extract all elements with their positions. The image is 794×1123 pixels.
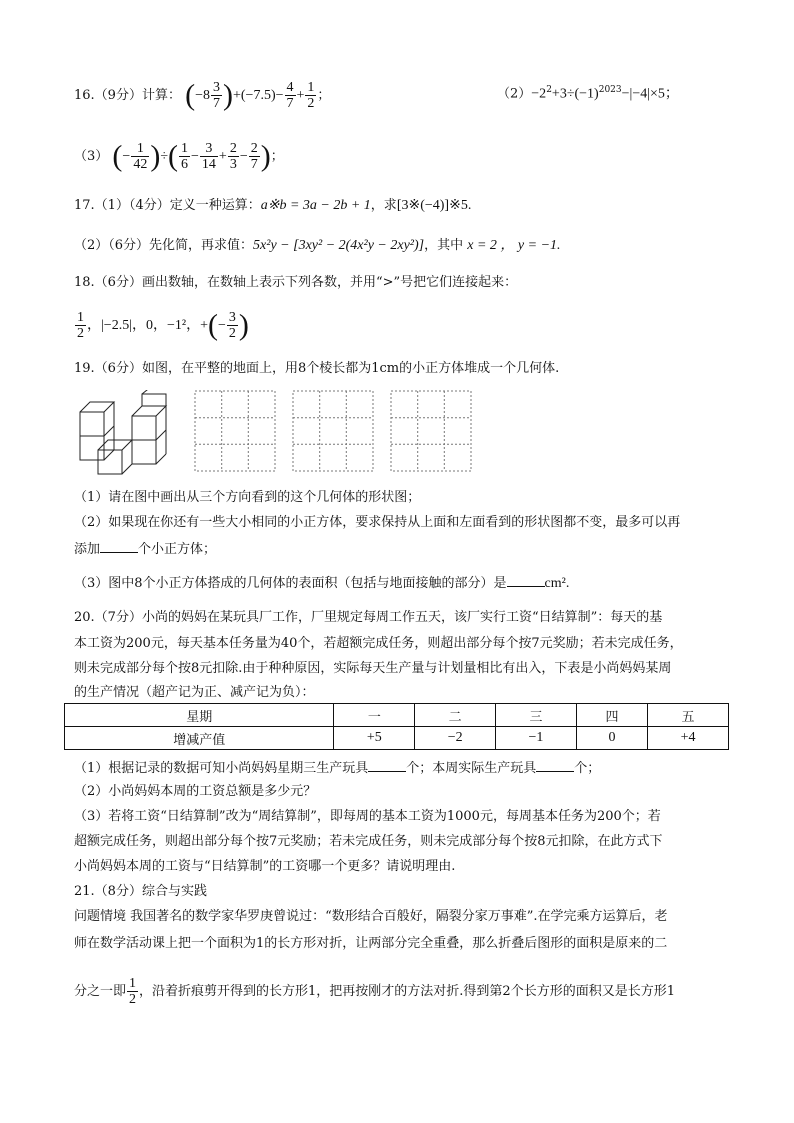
answer-blank[interactable]	[507, 572, 545, 587]
q17-line1: 17.（1）（4分）定义一种运算：a※b = 3a − 2b + 1，求[3※(−4)]※5.	[74, 198, 472, 213]
fraction: $\frac{4}{7}$	[286, 80, 294, 111]
answer-blank[interactable]	[368, 757, 406, 772]
view-grid-top	[390, 390, 474, 474]
q21-title: 21.（8分）综合与实践	[74, 884, 207, 899]
q19-s3: （3）图中8个小正方体搭成的几何体的表面积（包括与地面接触的部分）是 cm².	[74, 572, 569, 594]
q19-s2a: （2）如果现在你还有一些大小相同的小正方体，要求保持从上面和左面看到的形状图都不变，最多可以再	[74, 515, 681, 530]
table-row: 星期 一 二 三 四 五	[65, 704, 729, 727]
q16-part3: （3） (− $\frac{1}{42}$ )÷( $\frac{1}{6}$ − $\frac{3}{14}$ + $\frac{2}{3}$ − $\frac{2}{7}$ )；	[74, 139, 284, 173]
production-table	[64, 703, 729, 750]
q20-l2: 本工资为200元，每天基本任务量为40个，若超额完成任务，则超出部分每个按7元奖励；若未完成任务，	[74, 636, 683, 651]
q20-s3-l3: 小尚妈妈本周的工资与“日结算制”的工资哪一个更多？请说明理由.	[74, 859, 456, 874]
q20-s3-l2: 超额完成任务，则超出部分每个按7元奖励；若未完成任务，则未完成部分每个按8元扣除，在此方式下	[74, 834, 663, 849]
q20-l3: 则未完成部分每个按8元扣除.由于种种原因，实际每天生产量与计划量相比有出入，下表是小尚妈妈某周	[74, 661, 672, 676]
q16-part2: $(2)-2^2+3\div(-1)^{2023}-|-4|\times 5$；	[497, 85, 679, 102]
q19-text: 19.（6分）如图，在平整的地面上，用8个棱长都为1cm的小正方体堆成一个几何体.	[74, 361, 560, 376]
q18-numbers: $\frac{1}{2}$ ，|−2.5|，0，−1²，+(− $\frac{3}{2}$ )	[77, 308, 249, 342]
q21-l3: 分之一即 $\frac{1}{2}$ ，沿着折痕剪开得到的长方形1，把再按刚才的方法对折.得到第2个长方形的面积又是长方形1	[74, 976, 675, 1007]
view-grid-left	[292, 390, 376, 474]
q21-l2: 师在数学活动课上把一个面积为1的长方形对折，让两部分完全重叠，那么折叠后图形的面积是原来的二	[74, 936, 668, 951]
q16-line1: 16.（9分）计算： (−8 $\frac{3}{7}$ )+(−7.5)− $\frac{4}{7}$ + $\frac{1}{2}$ ；	[74, 78, 331, 112]
table-row: 增减产值 +5 −2 −1 0 +4	[65, 727, 729, 750]
answer-blank[interactable]	[536, 757, 574, 772]
q20-s1: （1）根据记录的数据可知小尚妈妈星期三生产玩具 个；本周实际生产玩具 个；	[74, 757, 600, 779]
q19-s1: （1）请在图中画出从三个方向看到的这个几何体的形状图；	[74, 490, 421, 505]
q20-l4: 的生产情况（超产记为正、减产记为负）：	[74, 685, 315, 700]
q20-s3-l1: （3）若将工资“日结算制”改为“周结算制”，即每周的基本工资为1000元，每周基本任务为200个；若	[74, 809, 661, 824]
q20-s2: （2）小尚妈妈本周的工资总额是多少元？	[74, 784, 317, 799]
q18-text: 18.（6分）画出数轴，在数轴上表示下列各数，并用“>”号把它们连接起来：	[74, 275, 518, 290]
q21-l1: 问题情境 我国著名的数学家华罗庚曾说过：“数形结合百般好，隔裂分家万事难”.在学完乘方运算后，老	[74, 909, 668, 924]
q19-s2b: 添加 个小正方体；	[74, 538, 216, 560]
cube-solid-figure	[78, 390, 188, 480]
view-grid-front	[194, 390, 278, 474]
fraction: $\frac{3}{7}$	[213, 80, 220, 111]
answer-blank[interactable]	[100, 538, 138, 553]
q20-l1: 20.（7分）小尚的妈妈在某玩具厂工作，厂里规定每周工作五天，该厂实行工资“日结算制”：每天的基	[74, 610, 663, 625]
q17-line2: （2）（6分）先化简，再求值：5x²y − [3xy² − 2(4x²y − 2xy²)]，其中 x = 2 ， y = −1.	[74, 238, 561, 253]
fraction: $\frac{1}{2}$	[307, 80, 315, 111]
fraction: $\frac{1}{42}$	[133, 141, 148, 172]
